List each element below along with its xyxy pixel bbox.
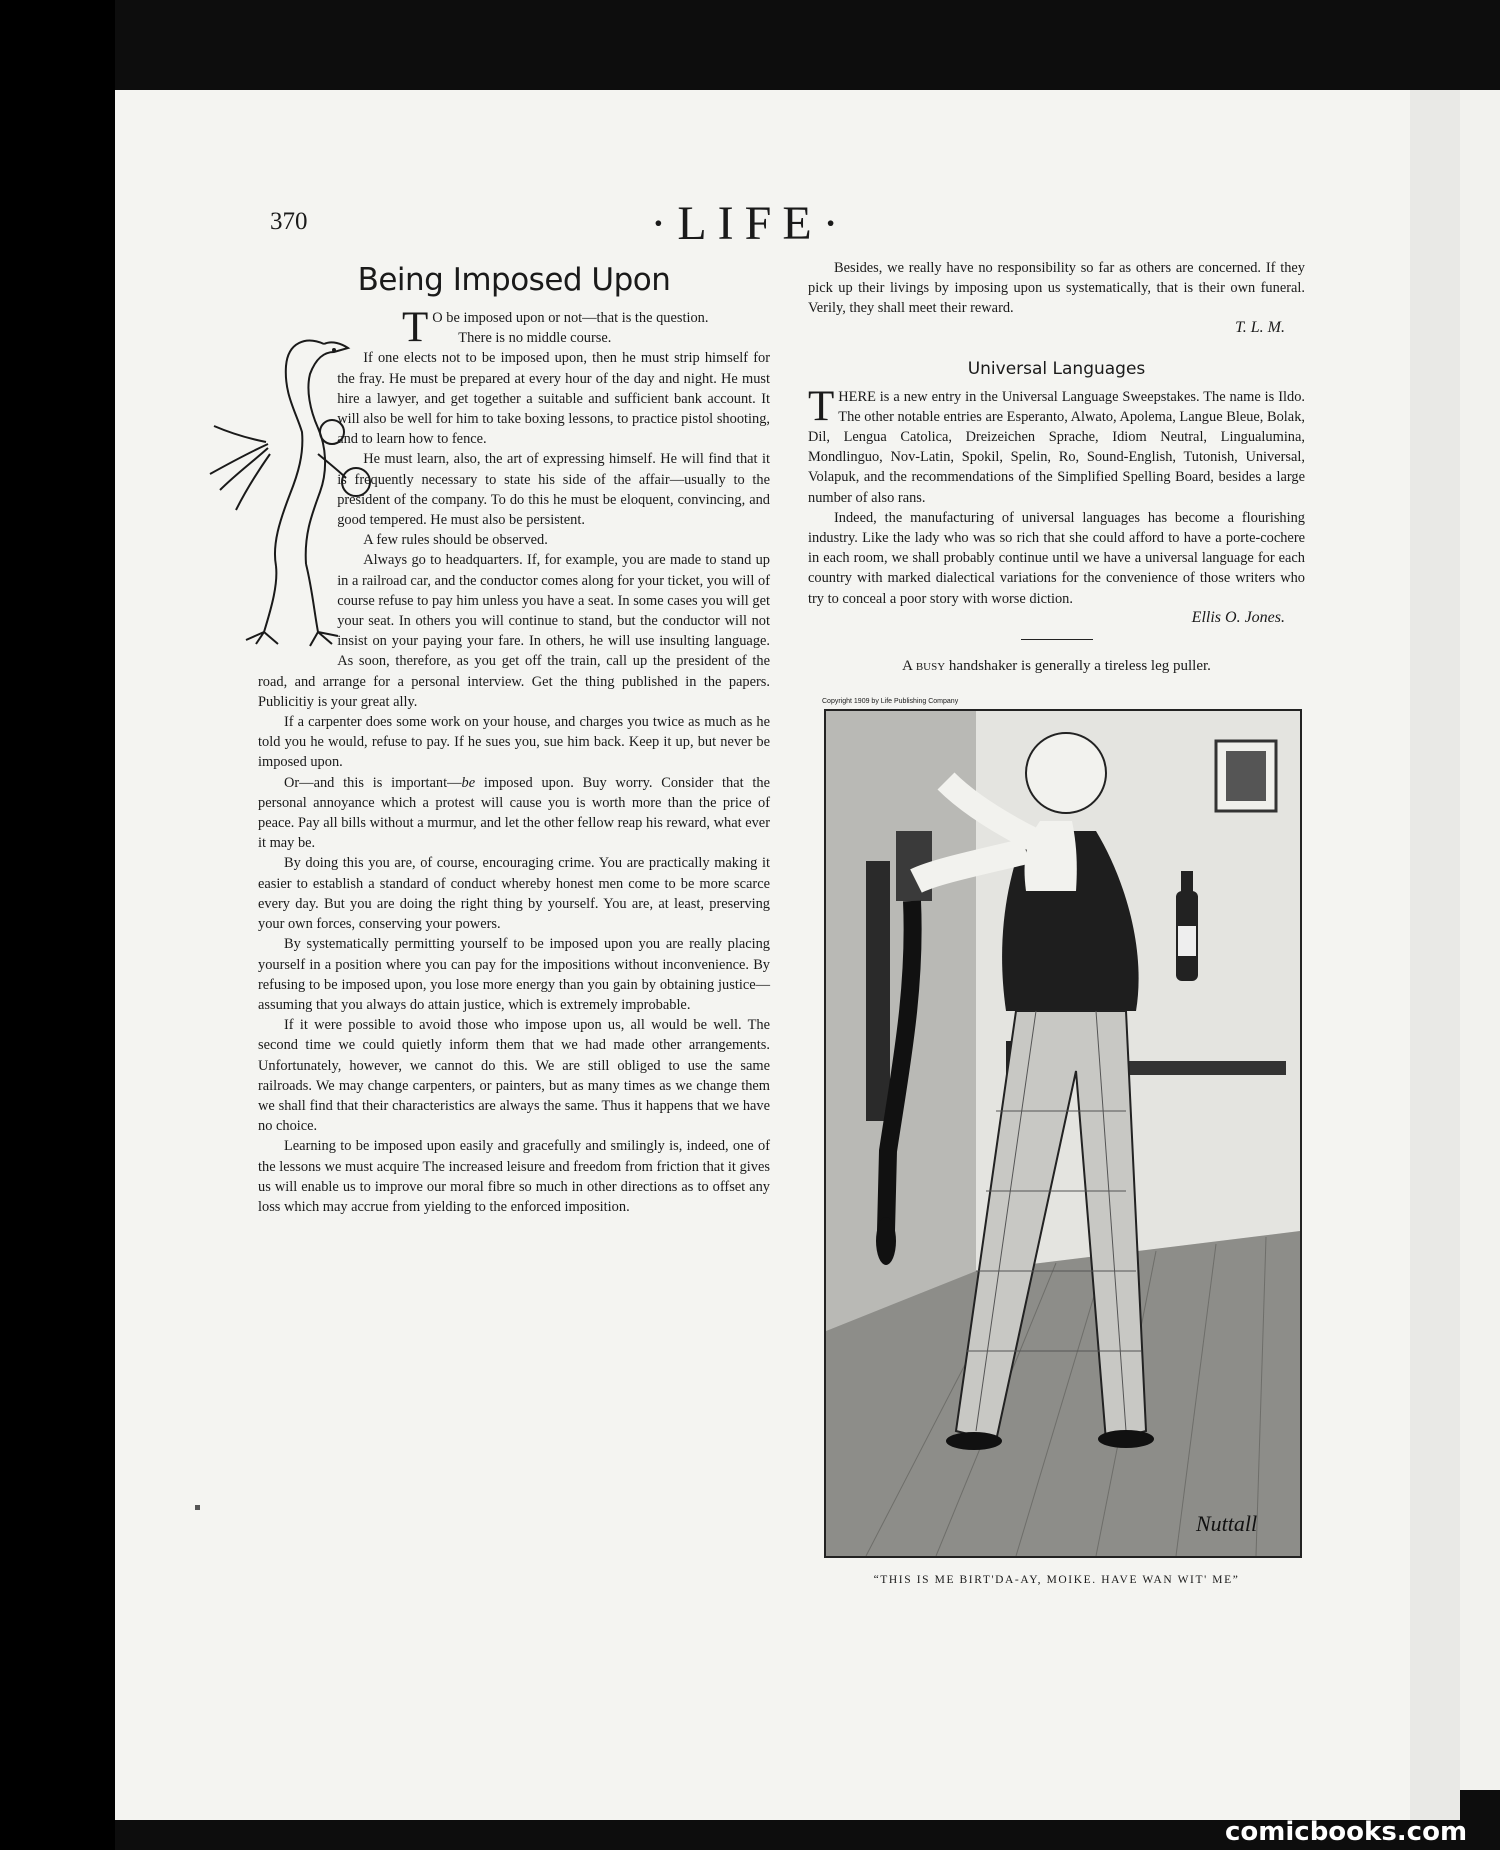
intro-paragraph: O be imposed upon or not—that is the question. (432, 310, 709, 326)
body-paragraph: A few rules should be observed. (363, 532, 548, 549)
scan-speck (195, 1505, 200, 1510)
copyright-line: Copyright 1909 by Life Publishing Company (822, 698, 959, 706)
facing-page-edge (1460, 90, 1500, 1790)
filler-line: A busy handshaker is generally a tireless leg puller. (902, 657, 1211, 674)
body-paragraph: If a carpenter does some work on your house, and charges you twice as much as he told you he would, refuse to pay. If he sues you, sue him back. Keep it up, but never be imposed upon. (258, 714, 770, 771)
dropcap-2: T (808, 382, 835, 430)
article-signature: T. L. M. (1235, 318, 1285, 336)
body-paragraph: By doing this you are, of course, encouraging crime. You are practically making it easier to establish a standard of conduct whereby honest men come to be more scarce every day. But you are doing the right thing by yourself. You are, at least, preserving your own forces, conserving your powers. (258, 855, 770, 933)
dropcap: T (402, 304, 429, 351)
cartoon-caption: “THIS IS ME BIRT'DA-AY, MOIKE. HAVE WAN WIT' ME” (873, 1574, 1240, 1587)
scan-border-left (0, 0, 115, 1850)
body-paragraph: He must learn, also, the art of expressing himself. He will find that it is frequently necessary to state his side of the affair—usually to the president of the company. To do this he must be eloquent, convincing, and good tempered. He must also be persistent. (337, 451, 770, 529)
right-column (808, 258, 1305, 1590)
article-signature-2: Ellis O. Jones. (1191, 608, 1285, 626)
body-paragraph: If it were possible to avoid those who impose upon us, all would be well. The second time we could quietly inform them that we had made other arrangements. Unfortunately, however, we cannot do this. We are still obliged to use the same railroads. We may change carpenters, or painters, but as many times as we change them we shall find that their characteristics are always the same. Thus it happens that we have no choice. (258, 1017, 770, 1135)
left-column (258, 262, 770, 1217)
intro-paragraph-2: HERE is a new entry in the Universal Language Sweepstakes. The name is Ildo. The other notable entries are Esperanto, Alwato, Apolema, Langue Bleue, Bolak, Dil, Lengua Catolica, Dreizeichen Sprache, Idiom Neutral, Lingualumina, Mondlinguo, Nov-Latin, Spokil, Spelin, Ro, Sound-English, Tutonish, Universal, Volapuk, and the recommendations of the Simplified Spelling Board, besides a large number of also rans. (808, 388, 1305, 506)
body-paragraph: Always go to headquarters. If, for example, you are made to stand up in a railroad car, and the conductor comes along for your ticket, you will of course refuse to pay him unless you have a seat. In some cases you will get your seat. In others you will continue to stand, but the conductor will not insist on your paying your fare. In others, he will use insulting language. As soon, therefore, as you get off the train, call up the president of the road, and arrange for a personal interview. Get the thing published in the papers. Publicitiy is your great ally. (258, 552, 770, 710)
body-paragraph: If one elects not to be imposed upon, then he must strip himself for the fray. He must be prepared at every hour of the day and night. He must hire a lawyer, and get together a suitable and sufficient bank account. It will also be well for him to take boxing lessons, to practice pistol shooting, and to learn how to fence. (337, 350, 770, 448)
watermark: comicbooks.com (1225, 1817, 1468, 1847)
continuation-paragraph: Besides, we really have no responsibility so far as others are concerned. If they pick up their livings by imposing upon us systematically, that is their own funeral. Verily, they shall meet their reward. (808, 260, 1305, 317)
cartoon-drawing (826, 711, 1300, 1556)
body-paragraph: Or—and this is important—be imposed upon. Buy worry. Consider that the personal annoyance which a protest will cause you is worth more than the price of peace. Pay all bills without a murmur, and let the other fellow reap his reward, what ever it may be. (258, 774, 770, 852)
article-title-2: Universal Languages (967, 358, 1146, 379)
page-number: 370 (270, 208, 308, 235)
body-paragraph: By systematically permitting yourself to be imposed upon you are really placing yourself in a position where you can pay for the impositions without inconvenience. By refusing to be imposed upon, you lose more energy than you gain by obtaining justice—assuming that you always do attain justice, which is extremely improbable. (258, 936, 770, 1013)
page-gutter (1410, 90, 1460, 1820)
body-paragraph-2: Indeed, the manufacturing of universal languages has become a flourishing industry. Like the lady who was so rich that she could afford to have a porte-cochere in each room, we shall probably continue until we have a universal language for each country with marked dialectical variations for the convenience of those writers who try to conceal a poor story with worse diction. (808, 509, 1305, 607)
body-paragraph: Learning to be imposed upon easily and gracefully and smilingly is, indeed, one of the lessons we must acquire The increased leisure and freedom from friction that it gives us will enable us to improve our moral fibre so much in other directions as to offset any loss which may accrue from yielding to the enforced imposition. (258, 1138, 770, 1215)
body-paragraph: There is no middle course. (458, 330, 612, 347)
article-title: Being Imposed Upon (357, 262, 671, 298)
masthead: ·LIFE· (650, 197, 850, 250)
cartoon-illustration (824, 709, 1302, 1558)
section-divider (1021, 639, 1093, 640)
artist-signature: Nuttall (1196, 1511, 1258, 1537)
